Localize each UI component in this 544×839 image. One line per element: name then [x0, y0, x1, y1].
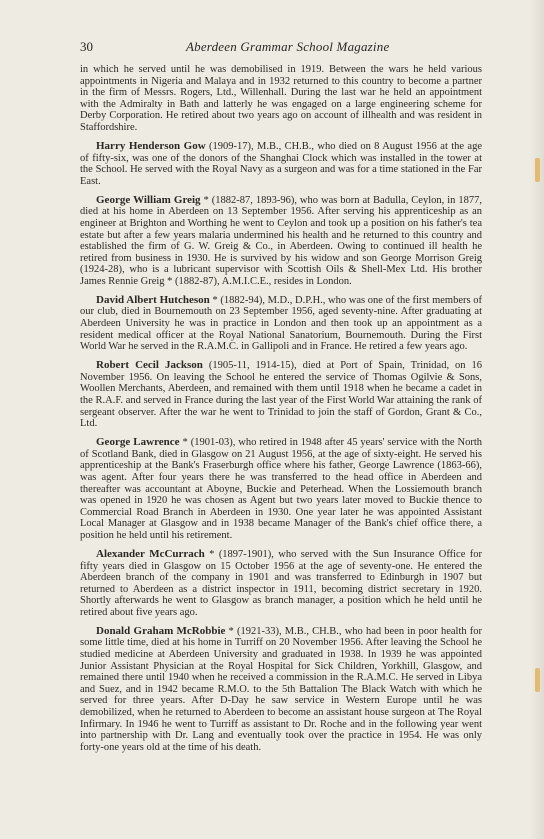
obituary-entry-gow	[80, 141, 482, 187]
person-name: Robert Cecil Jackson	[96, 359, 203, 372]
person-name: Donald Graham McRobbie	[96, 624, 226, 637]
obituary-entry-lawrence	[80, 437, 482, 541]
person-name: Harry Henderson Gow	[96, 139, 206, 152]
obituary-entry-greig	[80, 195, 482, 288]
obituary-entry-jackson	[80, 360, 482, 430]
person-name: George William Greig	[96, 193, 201, 206]
paragraph-text: in which he served until he was demobilised in 1919. Between the wars he held various appointments in Nigeria and Malaya and in 1932 returned to this country to become a partner in the firm of Messrs. Rogers, Ltd., Willenhall. During the last war he held an appointment with the Admiralty in Bath and latterly he was engaged on a large engineering scheme for Derby Corporation. He retired about two years ago on account of illhealth and was resident in Staffordshire.	[80, 64, 482, 133]
journal-title: Aberdeen Grammar School Magazine	[186, 39, 390, 54]
obituary-column	[80, 64, 482, 761]
page-edge-shadow	[530, 0, 544, 839]
obituary-entry-mcrobbie	[80, 626, 482, 754]
page-tab-marker	[535, 158, 540, 182]
entry-text: * (1882-87, 1893-96), who was born at Badulla, Ceylon, in 1877, died at his home in Aberdeen on 13 September 1956. After serving his apprenticeship as an engineer at Brighton and Worthing he went to Ceylon and took up a position on his father's tea estate but after a few years malaria undermined his health and he returned to this country and established the firm of G. W. Greig & Co., in Aberdeen. Owing to continued ill health he retired from business in 1930. He is survived by his widow and son George Morrison Greig (1924-28), who is a lubricant supervisor with Scottish Oils & Shell-Mex Ltd. His brother James Rennie Greig * (1882-87), A.M.I.C.E., resides in London.	[80, 194, 482, 287]
page-number: 30	[80, 39, 93, 54]
person-name: David Albert Hutcheson	[96, 293, 210, 306]
obituary-entry-hutcheson	[80, 295, 482, 353]
person-name: Alexander McCurrach	[96, 547, 205, 560]
entry-text: * (1901-03), who retired in 1948 after 45 years' service with the North of Scotland Bank, died in Glasgow on 21 August 1956, at the age of sixty-eight. He served his apprenticeship at the Bank's Fraserburgh office where his father, George Lawrence (1863-66), was agent. After four years there he was transferred to the head office in Aberdeen and thereafter was accountant at Aboyne, Buckie and Peterhead. When the Lossiemouth branch was opened in 1920 he was chosen as Agent but two years later moved to Buckie thence to Commercial Road Branch in Aberdeen in 1930. One year later he was appointed Assistant Local Manager at Glasgow and in 1938 became Manager of the Bank's chief office there, a position he held until his retirement.	[80, 437, 483, 541]
entry-text: * (1897-1901), who served with the Sun Insurance Office for fifty years died in Glasgow on 15 October 1956 at the age of seventy-one. He entered the Aberdeen branch of the company in 1901 and was transferred to Edinburgh in 1907 but returned to Aberdeen as a district inspector in 1911, becoming district secretary in 1920. Shortly afterwards he went to Glasgow as branch manager, a position which he held until he retired about five years ago.	[80, 548, 482, 618]
entry-text: (1905-11, 1914-15), died at Port of Spain, Trinidad, on 16 November 1956. On leaving the School he entered the service of Thomas Ogilvie & Sons, Woollen Merchants, Aberdeen, and remained with them until 1918 when he became a cadet in the R.A.F. and served in France during the last year of the First World War attaining the rank of sergeant observer. After the war he went to Trinidad to join the staff of Gordon, Grant & Co., Ltd.	[80, 360, 483, 430]
obituary-entry-mccurrach	[80, 549, 482, 619]
entry-text: * (1921-33), M.B., CH.B., who had been in poor health for some little time, died at his home in Turriff on 20 November 1956. After leaving the School he studied medicine at Aberdeen University and graduated in 1938. In 1939 he was appointed Junior Assistant Physician at the Royal Hospital for Sick Children, Yorkhill, Glasgow, and remained there until 1940 when he received a commission in the R.A.M.C. He served in Libya and Suez, and in 1942 became R.M.O. to the 5th Battalion The Black Watch with which he served for three years. After D-Day he saw service in Western Europe until he was demobilized, when he returned to Aberdeen to become an assistant house surgeon at The Royal Infirmary. In 1946 he went to Turriff as assistant to Dr. Roche and in the following year went into partnership with Dr. Lang and eventually took over the practice in 1954. He was only forty-one years old at the time of his death.	[80, 625, 483, 753]
running-header	[80, 39, 480, 57]
person-name: George Lawrence	[96, 436, 180, 449]
entry-text: * (1882-94), M.D., D.P.H., who was one of the first members of our club, died in Bournemouth on 23 September 1956, aged seventy-nine. After graduating at Aberdeen University he was in practice in London and then took up an appointment as a resident medical officer at the Royal National Sanatorium, Bournemouth. During the First World War he served in the R.A.M.C. in Gallipoli and in France. He retired a few years ago.	[80, 294, 482, 353]
page-tab-marker	[535, 668, 540, 692]
entry-text: (1909-17), M.B., CH.B., who died on 8 August 1956 at the age of fifty-six, was one of the donors of the Shanghai Clock which was installed in the tower at the School. He served with the Royal Navy as a surgeon and was for a time stationed in the Far East.	[80, 140, 482, 187]
continuation-paragraph	[80, 64, 482, 134]
